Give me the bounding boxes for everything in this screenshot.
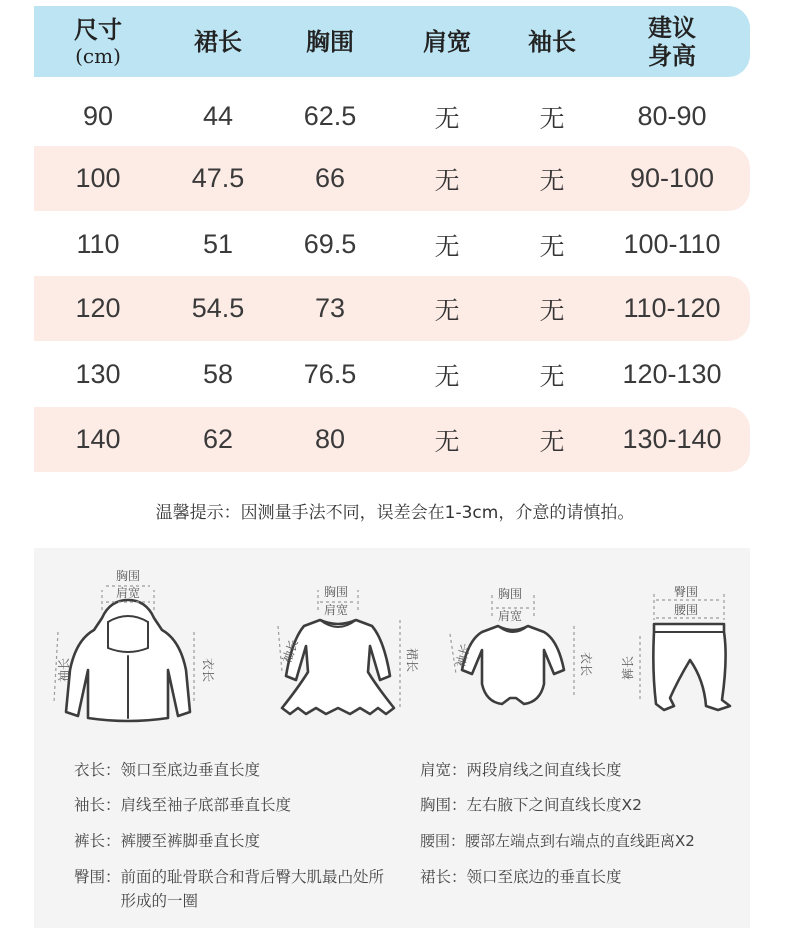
definition-item bbox=[74, 793, 394, 817]
label-length: 衣长 bbox=[201, 658, 215, 683]
label-sleeve: 袖长 bbox=[279, 637, 302, 666]
definition-term: 衣长： bbox=[74, 761, 121, 779]
dress-diagram bbox=[268, 580, 419, 730]
cell-height: 110-120 bbox=[623, 293, 721, 323]
definition-item bbox=[74, 829, 394, 853]
cell-sleeve: 无 bbox=[539, 231, 565, 261]
cell-shoulder: 无 bbox=[434, 103, 460, 133]
cell-sleeve: 无 bbox=[539, 103, 565, 133]
cell-shoulder: 无 bbox=[434, 361, 460, 391]
definition-text: 两段肩线之间直线长度 bbox=[466, 761, 622, 779]
header-sleeve: 袖长 bbox=[528, 26, 576, 56]
table-row bbox=[34, 84, 750, 149]
cell-chest: 66 bbox=[314, 163, 346, 193]
table-row bbox=[34, 146, 750, 211]
label-chest: 胸围 bbox=[498, 587, 523, 601]
label-pants-length: 裤长 bbox=[621, 655, 635, 680]
definition-text: 肩线至袖子底部垂直长度 bbox=[120, 796, 292, 814]
header-chest: 胸围 bbox=[306, 26, 354, 56]
cell-sleeve: 无 bbox=[539, 295, 565, 325]
header-size: 尺寸 (cm) bbox=[74, 14, 122, 68]
cell-shoulder: 无 bbox=[434, 426, 460, 456]
label-shoulder: 肩宽 bbox=[498, 609, 523, 623]
label-length: 衣长 bbox=[579, 652, 593, 677]
cell-size: 100 bbox=[75, 163, 121, 193]
definition-term: 肩宽： bbox=[420, 761, 467, 779]
cell-chest: 80 bbox=[314, 424, 346, 454]
label-sleeve: 袖长 bbox=[453, 641, 474, 669]
cell-size: 130 bbox=[75, 359, 121, 389]
jacket-diagram bbox=[44, 569, 215, 730]
label-waist: 腰围 bbox=[674, 603, 699, 617]
definition-term: 裤长： bbox=[74, 832, 121, 850]
cell-shoulder: 无 bbox=[434, 231, 460, 261]
label-length: 裙长 bbox=[405, 648, 419, 673]
definition-text: 前面的耻骨联合和背后臀大肌最凸处所形成的一圈 bbox=[120, 868, 385, 910]
definition-term: 胸围： bbox=[420, 796, 467, 814]
cell-sleeve: 无 bbox=[539, 426, 565, 456]
definition-text: 领口至底边的垂直长度 bbox=[466, 868, 622, 886]
header-shoulder: 肩宽 bbox=[423, 26, 471, 56]
romper-icon bbox=[462, 626, 564, 704]
label-shoulder: 肩宽 bbox=[116, 586, 141, 600]
pants-diagram bbox=[618, 580, 738, 720]
cell-size: 120 bbox=[75, 293, 121, 323]
definition-term: 袖长： bbox=[74, 796, 121, 814]
cell-sleeve: 无 bbox=[539, 165, 565, 195]
definition-term: 裙长： bbox=[420, 868, 467, 886]
label-sleeve: 袖长 bbox=[57, 657, 71, 682]
cell-dress-length: 58 bbox=[202, 359, 234, 389]
definition-text: 腰部左端点到右端点的直线距离X2 bbox=[465, 832, 695, 850]
cell-height: 90-100 bbox=[629, 163, 715, 193]
cell-height: 130-140 bbox=[622, 424, 722, 454]
measurement-guide bbox=[34, 548, 750, 928]
cell-size: 110 bbox=[76, 229, 120, 259]
romper-diagram bbox=[438, 580, 593, 720]
table-row bbox=[34, 342, 750, 407]
definition-term: 腰围： bbox=[420, 832, 466, 850]
cell-height: 120-130 bbox=[622, 359, 722, 389]
measurement-tip: 温馨提示：因测量手法不同，误差会在1-3cm，介意的请慎拍。 bbox=[155, 503, 635, 523]
definition-term: 臀围： bbox=[74, 868, 121, 886]
cell-chest: 62.5 bbox=[303, 101, 357, 131]
label-chest: 胸围 bbox=[324, 585, 349, 599]
pants-icon bbox=[653, 624, 730, 710]
label-chest: 胸围 bbox=[116, 569, 141, 583]
cell-dress-length: 47.5 bbox=[191, 163, 245, 193]
label-hip: 臀围 bbox=[674, 585, 699, 599]
label-shoulder: 肩宽 bbox=[324, 603, 349, 617]
cell-sleeve: 无 bbox=[539, 361, 565, 391]
cell-dress-length: 51 bbox=[202, 229, 234, 259]
table-row bbox=[34, 276, 750, 341]
header-height: 建议 身高 bbox=[648, 12, 696, 70]
definition-text: 左右腋下之间直线长度X2 bbox=[466, 796, 642, 814]
cell-height: 80-90 bbox=[637, 101, 707, 131]
cell-chest: 69.5 bbox=[303, 229, 357, 259]
header-dress-length: 裙长 bbox=[194, 26, 242, 56]
cell-height: 100-110 bbox=[623, 229, 721, 259]
cell-shoulder: 无 bbox=[434, 295, 460, 325]
definition-text: 裤腰至裤脚垂直长度 bbox=[120, 832, 261, 850]
cell-chest: 76.5 bbox=[303, 359, 357, 389]
table-header bbox=[34, 6, 750, 77]
cell-dress-length: 44 bbox=[202, 101, 234, 131]
definition-item bbox=[420, 793, 746, 817]
cell-size: 140 bbox=[75, 424, 121, 454]
definition-item bbox=[420, 829, 748, 853]
definition-item bbox=[420, 865, 746, 889]
cell-size: 90 bbox=[82, 101, 114, 131]
definition-item bbox=[74, 865, 399, 913]
cell-dress-length: 62 bbox=[202, 424, 234, 454]
definition-item bbox=[420, 758, 746, 782]
definition-text: 领口至底边垂直长度 bbox=[120, 761, 261, 779]
table-row bbox=[34, 407, 750, 472]
dress-icon bbox=[282, 620, 394, 714]
cell-chest: 73 bbox=[314, 293, 346, 323]
cell-dress-length: 54.5 bbox=[191, 293, 245, 323]
definition-item bbox=[74, 758, 394, 782]
table-row bbox=[34, 212, 750, 277]
cell-shoulder: 无 bbox=[434, 165, 460, 195]
